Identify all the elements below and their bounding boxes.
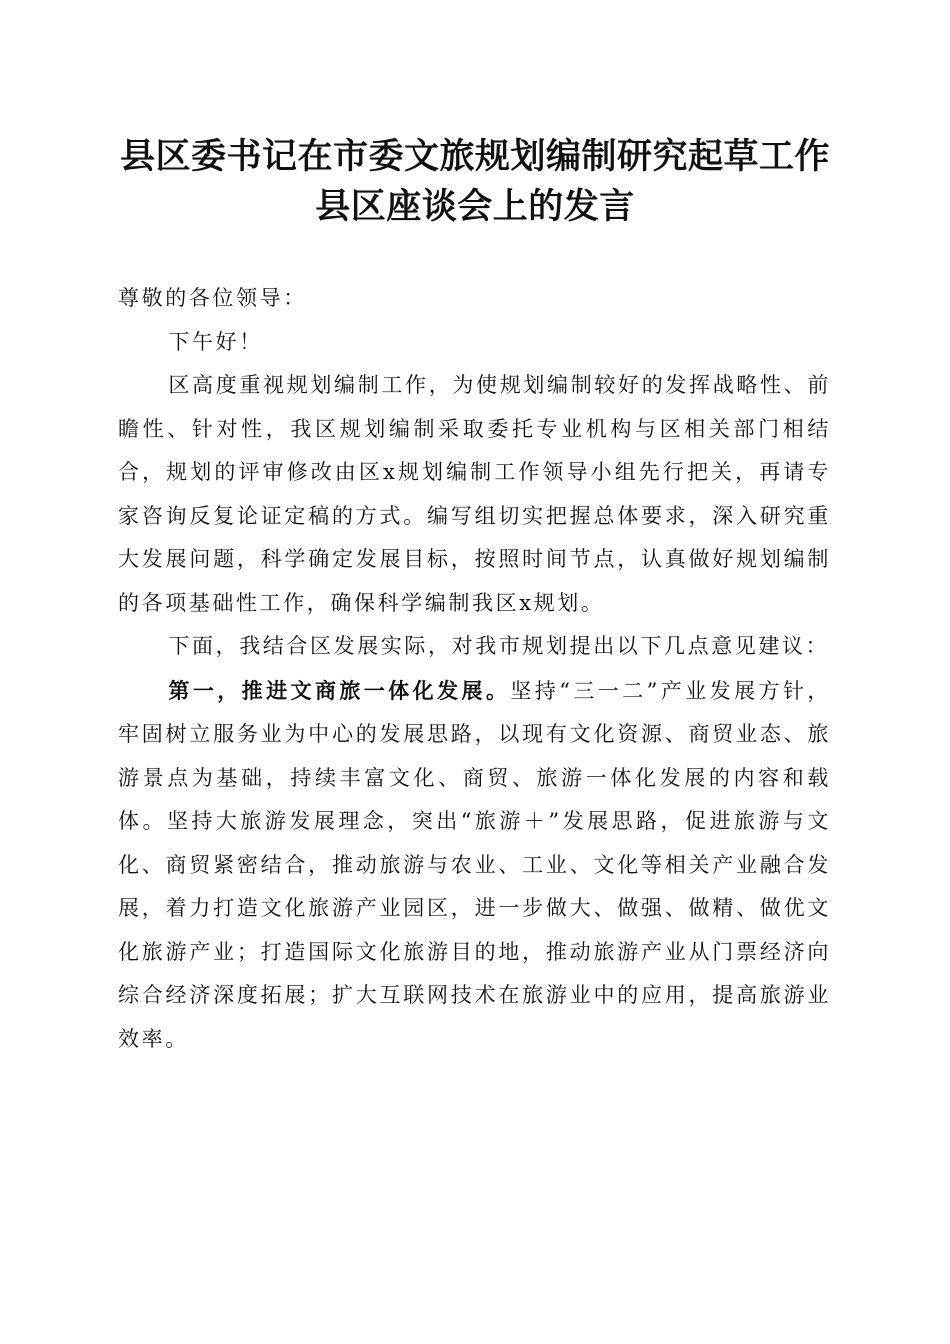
point-1-text: 坚持“三一二”产业发展方针，牢固树立服务业为中心的发展思路，以现有文化资源、商贸业态、旅游景点为基础，持续丰富文化、商贸、旅游一体化发展的内容和载体。坚持大旅游发展理念，突出“旅游＋”发展思路，促进旅游与文化、商贸紧密结合，推动旅游与农业、工业、文化等相关产业融合发展，着力打造文化旅游产业园区，进一步做大、做强、做精、做优文化旅游产业；打造国际文化旅游目的地，推动旅游产业从门票经济向综合经济深度拓展；扩大互联网技术在旅游业中的应用，提高旅游业效率。 [118, 678, 831, 1051]
paragraph-2: 下面，我结合区发展实际，对我市规划提出以下几点意见建议： [168, 634, 830, 658]
title-line-2: 县区座谈会上的发言 [315, 186, 635, 227]
document-title [100, 132, 850, 232]
greeting: 下午好！ [168, 329, 263, 354]
paragraph-1: 区高度重视规划编制工作，为使规划编制较好的发挥战略性、前瞻性、针对性，我区规划编制采取委托专业机构与区相关部门相结合，规划的评审修改由区x规划编制工作领导小组先行把关，再请专家咨询反复论证定稿的方式。编写组切实把握总体要求，深入研究重大发展问题，科学确定发展目标，按照时间节点，认真做好规划编制的各项基础性工作，确保科学编制我区x规划。 [118, 373, 831, 615]
paragraph-point-1 [118, 669, 831, 1062]
salutation: 尊敬的各位领导： [118, 286, 307, 310]
title-line-1: 县区委书记在市委文旅规划编制研究起草工作 [119, 136, 830, 177]
document-body [118, 277, 831, 1061]
point-1-lead: 第一，推进文商旅一体化发展。 [168, 677, 511, 703]
